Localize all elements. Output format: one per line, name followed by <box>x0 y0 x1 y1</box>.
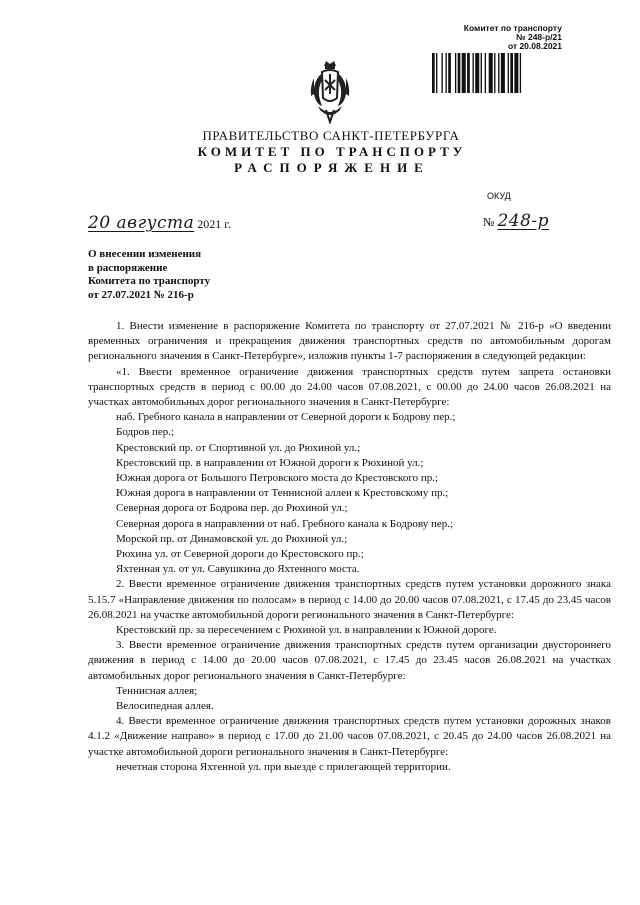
barcode <box>432 53 582 93</box>
subject-line: О внесении изменения <box>88 248 202 260</box>
road-list-item: нечетная сторона Яхтенной ул. при выезде с прилегающей территории. <box>116 760 451 773</box>
number-sign: № <box>483 215 495 229</box>
barcode-bar <box>467 53 470 93</box>
barcode-bar <box>485 53 486 93</box>
road-list-item: Северная дорога в направлении от наб. Гребного канала к Бодрову пер.; <box>116 517 454 530</box>
barcode-bar <box>481 53 482 93</box>
road-list-item: Крестовский пр. за пересечением с Рюхиной ул. в направлении к Южной дороге. <box>116 624 497 637</box>
barcode-bar <box>458 53 461 93</box>
road-list-item: Теннисная аллея; <box>116 684 198 697</box>
barcode-bar <box>432 53 435 93</box>
okud-label: ОКУД <box>487 191 511 201</box>
paragraph-clause-1: «1. Ввести временное ограничение движения транспортных средств путем запрета остановки транспортных средств в период с 00.00 до 24.00 часов 07.08.2021, с 00.00 до 24.00 часов 26.08.2021 на участках автомобильных дорог регионального значения в Санкт-Петербурге: <box>88 365 611 409</box>
subject-line: в распоряжение <box>88 261 168 274</box>
barcode-bar <box>455 53 456 93</box>
committee-title: КОМИТЕТ ПО ТРАНСПОРТУ <box>197 144 467 159</box>
road-list-item: Велосипедная аллея. <box>116 700 214 713</box>
barcode-bar <box>520 53 521 93</box>
document-number <box>483 211 549 231</box>
barcode-bar <box>462 53 466 93</box>
road-list-item: Северная дорога от Бодрова пер. до Рюхиной ул.; <box>116 502 348 515</box>
road-list-item: Южная дорога от Большого Петровского моста до Крестовского пр.; <box>116 472 439 485</box>
subject-line: Комитета по транспорту <box>88 275 211 287</box>
road-list-item: Бодров пер.; <box>116 426 175 439</box>
barcode-bar <box>436 53 437 93</box>
handwritten-number: 248-р <box>497 211 550 231</box>
paragraph-clause-2: 2. Ввести временное ограничение движения транспортных средств путем установки дорожного знака 5.15.7 «Направление движения по полосам» в период с 14.00 до 20.00 часов 07.08.2021, с 17.45 до 23.45 часов 26.08.2021 на участке автомобильной дороги регионального значения в Санкт-Петербурге: <box>88 578 611 621</box>
barcode-bar <box>475 53 479 93</box>
handwritten-date: 20 августа <box>88 213 195 233</box>
paragraph-clause-4: 4. Ввести временное ограничение движения транспортных средств путем установки дорожных знаков 4.1.2 «Движение направо» в период с 17.00 до 21.00 часов 07.08.2021, с 20.45 до 24.00 часов 26.08.2021 на участке автомобильной дороги регионального значения в Санкт-Петербурге: <box>88 715 611 758</box>
barcode-bar <box>510 53 513 93</box>
road-list-item: Рюхина ул. от Северной дороги до Крестовского пр.; <box>116 548 364 561</box>
barcode-bar <box>448 53 451 93</box>
road-list-item: Яхтенная ул. от ул. Савушкина до Яхтенного моста. <box>116 563 360 576</box>
barcode-bar <box>501 53 505 93</box>
barcode-bar <box>508 53 509 93</box>
document-body <box>88 319 611 775</box>
barcode-bar <box>514 53 518 93</box>
barcode-bar <box>473 53 474 93</box>
road-list-item: Крестовский пр. в направлении от Южной дороги к Рюхиной ул.; <box>116 456 424 469</box>
stamp-line-committee: Комитет по транспорту <box>463 23 562 33</box>
road-list-item: Южная дорога в направлении от Теннисной аллеи к Крестовскому пр.; <box>116 487 449 500</box>
road-list-item: наб. Гребного канала в направлении от Северной дороги к Бодрову пер.; <box>116 411 456 424</box>
subject-line: от 27.07.2021 № 216-р <box>88 288 194 301</box>
paragraph-1: 1. Внести изменение в распоряжение Комитета по транспорту от 27.07.2021 № 216-р «О введении временных ограничения и прекращения движения транспортных средств по автомобильным дорогам регионального значения в Санкт-Петербурге», изложив пункты 1-7 распоряжения в следующей редакции: <box>88 320 611 363</box>
document-type: РАСПОРЯЖЕНИЕ <box>234 160 430 175</box>
document-subject <box>88 248 210 302</box>
government-title: ПРАВИТЕЛЬСТВО САНКТ-ПЕТЕРБУРГА <box>202 128 460 143</box>
barcode-bar <box>494 53 495 93</box>
stamp-line-date: от 20.08.2021 <box>507 41 562 51</box>
document-date <box>88 213 231 233</box>
paragraph-clause-3: 3. Ввести временное ограничение движения транспортных средств путем организации двустороннего движения в период с 14.00 до 20.00 часов 07.08.2021, с 17.45 до 23.45 часов 26.08.2021 на участках автомобильных дорог регионального значения в Санкт-Петербурге: <box>88 639 611 682</box>
coat-of-arms-icon <box>308 60 352 124</box>
registration-stamp <box>432 24 562 51</box>
barcode-bar <box>446 53 447 93</box>
barcode-bar <box>489 53 493 93</box>
organization-header <box>0 128 640 176</box>
barcode-bar <box>498 53 499 93</box>
barcode-bar <box>441 53 442 93</box>
stamp-line-number: № 248-р/21 <box>516 32 562 42</box>
date-year: 2021 г. <box>197 217 231 231</box>
road-list-item: Морской пр. от Динамовской ул. до Рюхиной ул.; <box>116 532 348 545</box>
road-list-item: Крестовский пр. от Спортивной ул. до Рюхиной ул.; <box>116 441 361 454</box>
